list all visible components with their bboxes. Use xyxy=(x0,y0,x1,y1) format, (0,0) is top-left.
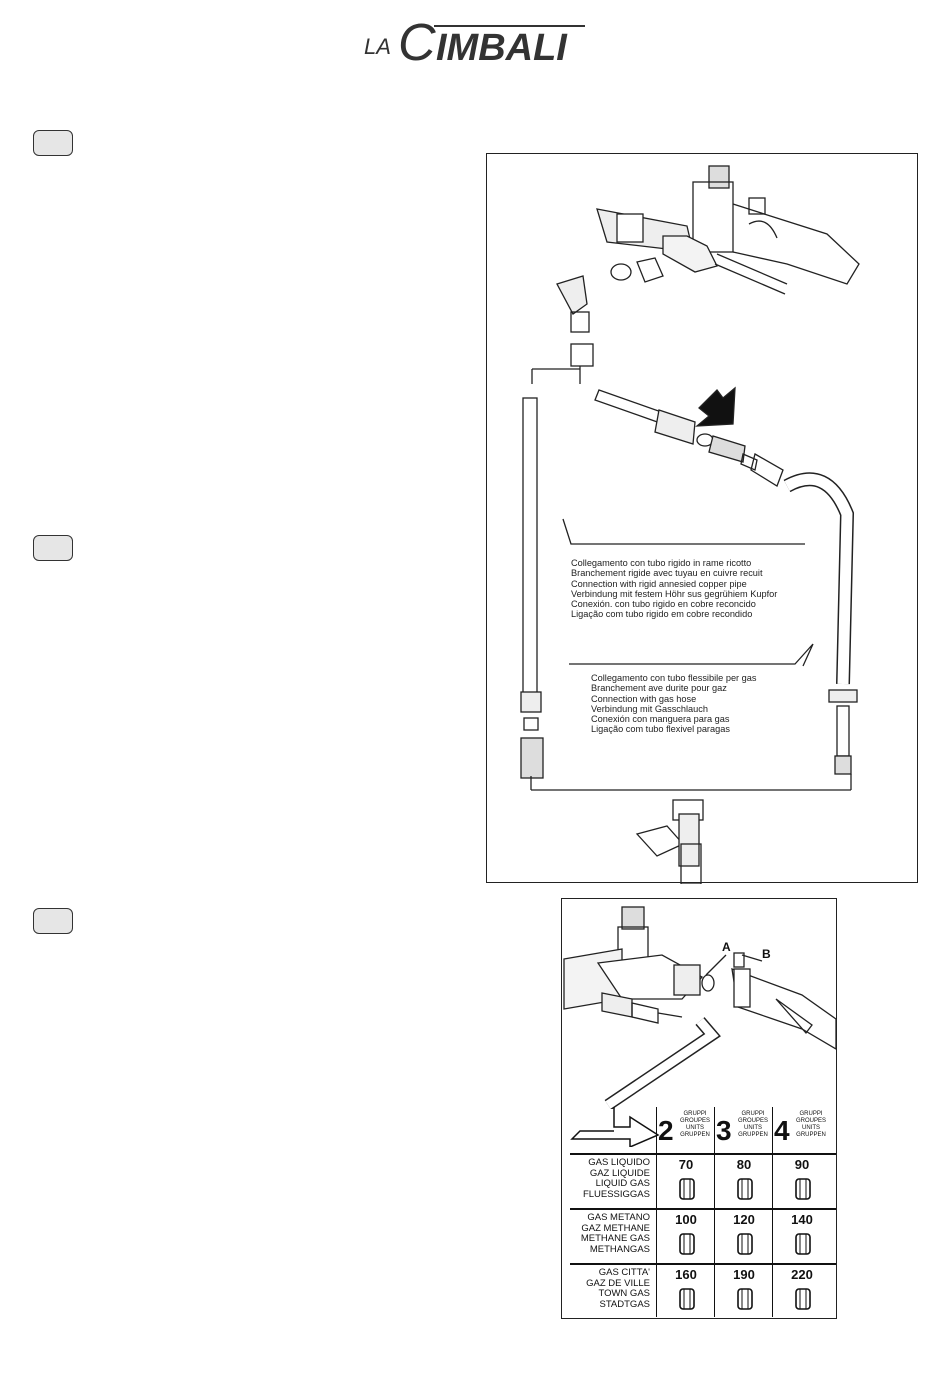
unit-word: GRUPPI xyxy=(741,1111,765,1117)
unit-word: GRUPPI xyxy=(799,1111,823,1117)
gas-name: FLUESSIGGAS xyxy=(582,1188,650,1200)
caption-flexible-line: Collegamento con tubo flessibile per gas xyxy=(591,673,757,683)
nozzle-icon xyxy=(676,1287,698,1311)
nozzle-icon xyxy=(676,1177,698,1201)
gas-name: TOWN GAS xyxy=(598,1288,650,1300)
burner-valve-drawing xyxy=(562,899,837,1109)
caption-rigid-line: Conexión. con tubo rigido en cobre reconcido xyxy=(571,599,756,610)
brand-logo xyxy=(360,12,590,70)
gas-name: GAZ DE VILLE xyxy=(586,1277,650,1289)
caption-flexible-connection xyxy=(591,673,756,735)
caption-flexible-line: Verbindung mit Gasschlauch xyxy=(591,703,708,714)
nozzle-icon xyxy=(734,1287,756,1311)
down-arrow-icon xyxy=(570,1107,660,1147)
unit-word: GROUPES xyxy=(737,1118,768,1124)
gas-row-liquid xyxy=(570,1153,836,1210)
section-tab-3 xyxy=(33,908,73,934)
unit-word: UNITS xyxy=(802,1125,820,1131)
nozzle-value: 160 xyxy=(675,1267,697,1282)
caption-rigid-line: Connection with rigid annesied copper pipe xyxy=(571,578,747,589)
label-b: B xyxy=(762,947,771,961)
gas-name: METHANGAS xyxy=(589,1243,650,1255)
caption-rigid-line: Collegamento con tubo rigido in rame ricotto xyxy=(571,558,752,568)
unit-word: GRUPPEN xyxy=(796,1132,826,1138)
gas-name: GAZ LIQUIDE xyxy=(589,1167,650,1179)
gas-connection-drawing xyxy=(487,154,919,884)
svg-text:C: C xyxy=(398,14,436,70)
gas-name: GAS METANO xyxy=(587,1212,650,1223)
section-tab-1 xyxy=(33,130,73,156)
unit-word: GRUPPEN xyxy=(680,1132,710,1138)
unit-word: UNITS xyxy=(686,1125,704,1131)
unit-word: GRUPPI xyxy=(683,1111,707,1117)
caption-flexible-line: Ligação com tubo flexivel paragas xyxy=(591,724,730,735)
caption-flexible-line: Connection with gas hose xyxy=(591,693,697,704)
unit-word: GROUPES xyxy=(795,1118,826,1124)
unit-header-4 xyxy=(772,1107,828,1150)
nozzle-value: 70 xyxy=(678,1157,694,1172)
nozzle-icon xyxy=(792,1287,814,1311)
gas-name: GAZ METHANE xyxy=(581,1222,650,1234)
nozzle-icon xyxy=(734,1232,756,1256)
caption-flexible-line: Conexión con manguera para gas xyxy=(591,714,730,725)
caption-rigid-connection xyxy=(571,558,777,620)
unit-count: 4 xyxy=(774,1115,790,1146)
unit-word: GROUPES xyxy=(679,1118,710,1124)
caption-rigid-line: Branchement rigide avec tuyau en cuivre recuit xyxy=(571,568,763,579)
nozzle-icon xyxy=(792,1232,814,1256)
svg-text:IMBALI: IMBALI xyxy=(436,27,567,69)
gas-name: METHANE GAS xyxy=(580,1233,650,1245)
nozzle-table-figure xyxy=(561,898,837,1319)
gas-name: STADTGAS xyxy=(599,1298,650,1310)
unit-word: GRUPPEN xyxy=(738,1132,768,1138)
gas-name: LIQUID GAS xyxy=(595,1178,650,1190)
gas-name: GAS LIQUIDO xyxy=(588,1157,650,1168)
gas-row-methane xyxy=(570,1208,836,1265)
nozzle-value: 190 xyxy=(733,1267,755,1282)
nozzle-value: 120 xyxy=(733,1212,755,1227)
nozzle-value: 90 xyxy=(794,1157,810,1172)
nozzle-icon xyxy=(676,1232,698,1256)
unit-count: 2 xyxy=(658,1115,674,1146)
unit-word: UNITS xyxy=(744,1125,762,1131)
caption-rigid-line: Ligação com tubo rigido em cobre recondido xyxy=(571,609,753,620)
nozzle-icon xyxy=(792,1177,814,1201)
unit-count: 3 xyxy=(716,1115,732,1146)
nozzle-value: 220 xyxy=(791,1267,813,1282)
gas-row-town xyxy=(570,1263,836,1319)
caption-flexible-line: Branchement ave durite pour gaz xyxy=(591,683,727,694)
nozzle-value: 140 xyxy=(791,1212,813,1227)
gas-connection-figure xyxy=(486,153,918,883)
caption-rigid-line: Verbindung mit festem Höhr sus gegrühiem Kupfor xyxy=(571,588,778,599)
gas-name: GAS CITTA' xyxy=(598,1267,650,1278)
nozzle-value: 80 xyxy=(736,1157,752,1172)
unit-header-2 xyxy=(656,1107,712,1150)
nozzle-value: 100 xyxy=(675,1212,697,1227)
svg-text:LA: LA xyxy=(364,34,391,59)
unit-header-3 xyxy=(714,1107,770,1150)
label-a: A xyxy=(722,940,731,954)
section-tab-2 xyxy=(33,535,73,561)
nozzle-icon xyxy=(734,1177,756,1201)
